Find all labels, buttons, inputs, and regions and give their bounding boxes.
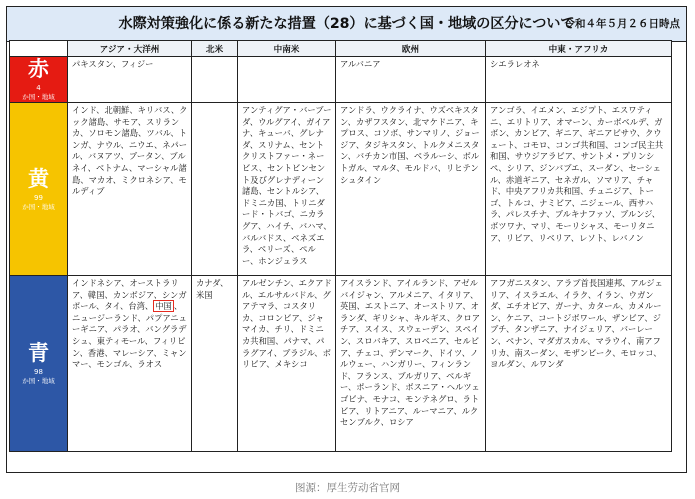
band-label: 黄 [28,166,49,191]
row-yellow [10,103,672,276]
cell-yellow-middle-east-africa: アンゴラ、イエメン、エジプト、エスワティニ、エリトリア、オマーン、カーボベルデ、ガボン、カンビア、ギニア、ギニアビサウ、クウェート、コモロ、コンゴ共和国、コンゴ民主共和国、サウジアラビア、サントメ・プリンシペ、シリア、ジンバブエ、スーダン、セーシェル、赤道ギニア、セネガル、ソマリア、チャド、中央アフリカ共和国、チュニジア、トーゴ、トルコ、ナミビア、ニジェール、西サハラ、パレスチナ、ブルキナファソ、ブルンジ、ボツワナ、マリ、モーリシャス、モーリタニア、リビア、リベリア、レソト、レバノン [486,103,672,276]
col-header-asia: アジア・大洋州 [68,41,192,57]
title-bar [7,7,686,42]
classification-table [9,40,672,452]
band-count: 98 [34,368,43,376]
image-credit: 图源：厚生劳动省官网 [295,482,400,494]
cell-blue-north-america: カナダ、米国 [192,276,238,452]
band-unit: か国・地域 [22,377,55,385]
corner-cell [10,41,68,57]
cell-red-asia: パキスタン、フィジー [68,57,192,103]
col-header-middle-east-africa: 中東・アフリカ [486,41,672,57]
cell-red-middle-east-africa: シエラレオネ [486,57,672,103]
asia-list-start: インドネシア、オーストラリア、韓国、カンボジア、シンガポール、タイ、台湾、 [72,278,187,312]
band-count: 4 [36,84,41,92]
header-row [10,41,672,57]
cell-yellow-asia: インド、北朝鮮、キリバス、クック諸島、サモア、スリランカ、ソロモン諸島、ツバル、トンガ、ナウル、ニウエ、ネパール、バヌアツ、ブータン、ブルネイ、ベトナム、マーシャル諸島、マカオ、ミクロネシア、モルディブ [68,103,192,276]
band-count: 99 [34,193,43,202]
highlighted-china: 中国 [155,301,172,312]
band-unit: か国・地域 [22,93,55,101]
col-header-latin-america: 中南米 [238,41,336,57]
row-red [10,57,672,103]
cell-blue-europe: アイスランド、アイルランド、アゼルバイジャン、アルメニア、イタリア、英国、エストニア、オーストリア、オランダ、ギリシャ、キルギス、クロアチア、スイス、スウェーデン、スペイン、スロバキア、スロベニア、セルビア、チェコ、デンマーク、ドイツ、ノルウェー、ハンガリー、フィンランド、フランス、ブルガリア、ベルギー、ポーランド、ボスニア・ヘルツェゴビナ、モナコ、モンテネグロ、ラトビア、リトアニア、ルーマニア、ルクセンブルク、ロシア [336,276,486,452]
cell-red-europe: アルバニア [336,57,486,103]
cell-yellow-north-america [192,103,238,276]
band-yellow [10,103,68,276]
cell-red-latin-america [238,57,336,103]
cell-blue-asia [68,276,192,452]
cell-red-north-america [192,57,238,103]
band-red [10,57,68,103]
band-blue [10,276,68,452]
page-title: 水際対策強化に係る新たな措置（28）に基づく国・地域の区分について [118,16,575,32]
asia-list-rest: 、ニュージーランド、パプアニューギニア、パラオ、バングラデシュ、東ティモール、フィリピン、香港、マレーシア、ミャンマー、モンゴル、ラオス [72,301,187,370]
band-unit: か国・地域 [22,202,55,211]
band-label: 青 [28,341,49,365]
col-header-north-america: 北米 [192,41,238,57]
col-header-europe: 欧州 [336,41,486,57]
cell-yellow-europe: アンドラ、ウクライナ、ウズベキスタン、カザフスタン、北マケドニア、キプロス、コソボ、サンマリノ、ジョージア、タジキスタン、トルクメニスタン、バチカン市国、ベラルーシ、ボルトガル、マルタ、モルドバ、リヒテンシュタイン [336,103,486,276]
cell-blue-latin-america: アルゼンチン、エクアドル、エルサルバドル、グアテマラ、コスタリカ、コロンビア、ジャマイカ、チリ、ドミニカ共和国、パナマ、パラグアイ、ブラジル、ボリビア、メキシコ [238,276,336,452]
row-blue [10,276,672,452]
band-label: 赤 [28,57,49,81]
date-stamp: 令和４年５月２６日時点 [564,18,680,30]
cell-yellow-latin-america: アンティグア・バーブーダ、ウルグアイ、ガイアナ、キューバ、グレナダ、スリナム、セントクリストファー・ネービス、セントビンセント及びグレナディーン諸島、セントルシア、ドミニカ国、トリニダード・トバゴ、ニカラグア、ハイチ、バハマ、バルバドス、ベネズエラ、ベリーズ、ペルー、ホンジュラス [238,103,336,276]
cell-blue-middle-east-africa: アフガニスタン、アラブ首長国連邦、アルジェリア、イスラエル、イラク、イラン、ウガンダ、エチオピア、ガーナ、カタール、カメルーン、ケニア、コートジボワール、ザンビア、ジブチ、タンザニア、ナイジェリア、バーレーン、ベナン、マダガスカル、マラウイ、南アフリカ、南スーダン、モザンビーク、モロッコ、ヨルダン、ルワンダ [486,276,672,452]
